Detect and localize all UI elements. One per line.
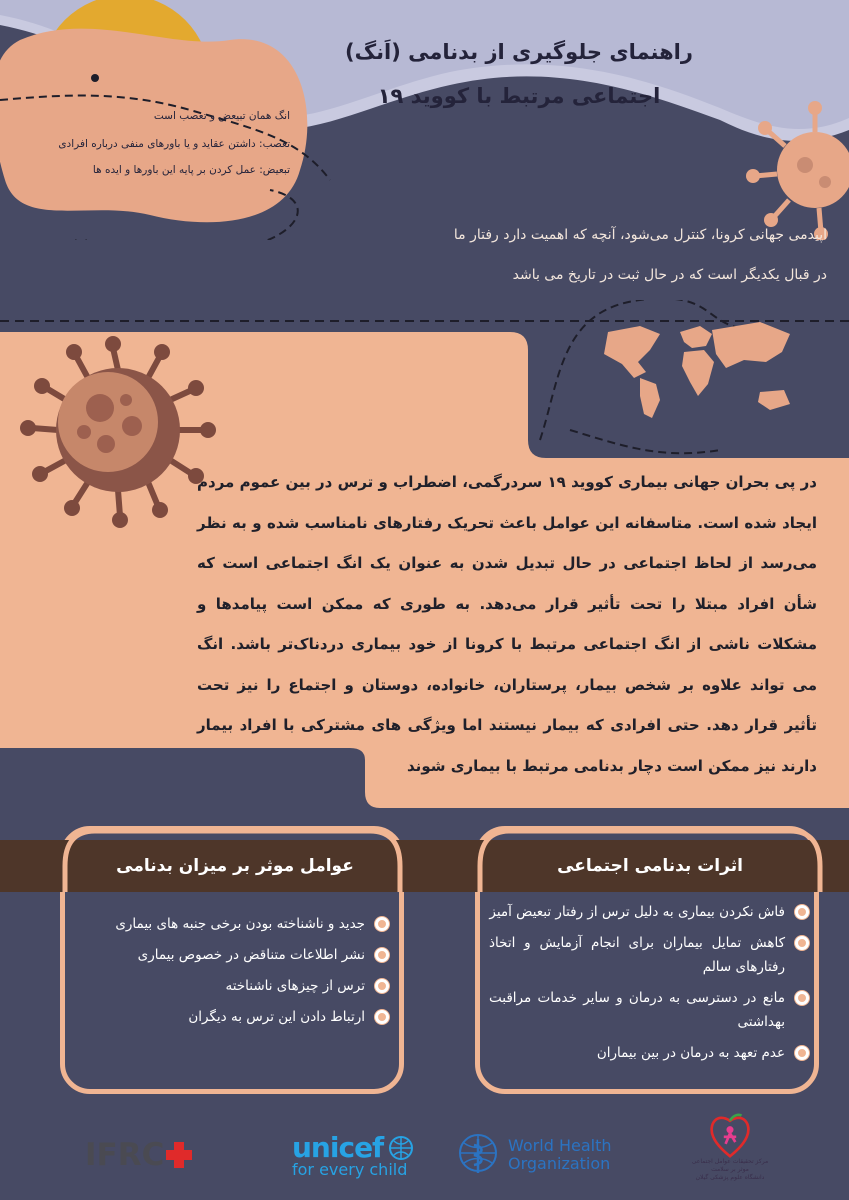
who-logo (452, 1120, 611, 1190)
who-line-1: World Health (508, 1136, 612, 1155)
list-item: ارتباط دادن این ترس به دیگران (69, 1005, 389, 1029)
unicef-logo (292, 1120, 414, 1190)
factors-list (69, 912, 389, 1036)
effects-title: اثرات بدنامی اجتماعی (557, 856, 743, 876)
definition-line-3: تبعیض: عمل کردن بر پایه این باورها و ایده ها (92, 164, 290, 176)
bullet-icon (375, 979, 389, 993)
unicef-globe-icon (388, 1135, 414, 1161)
bullet-icon (795, 936, 809, 950)
list-item: کاهش تمایل بیماران برای انجام آزمایش و اتخاذ رفتارهای سالم (489, 931, 809, 979)
page-title (289, 30, 749, 118)
red-cross-icon (164, 1138, 224, 1172)
list-item: عدم تعهد به درمان در بین بیماران (489, 1041, 809, 1065)
who-emblem-icon (452, 1129, 504, 1181)
definitions-box (0, 98, 300, 218)
title-line-2: اجتماعی مرتبط با کووید ۱۹ (377, 84, 661, 108)
definition-line-2: تعصب: داشتن عقاید و یا باورهای منفی درباره افرادی (58, 138, 290, 150)
list-item: مانع در دسترسی به درمان و سایر خدمات مراقبت بهداشتی (489, 986, 809, 1034)
unicef-name: unicef (292, 1131, 384, 1164)
unicef-tagline: for every child (292, 1160, 408, 1179)
ifrc-text: IFRC (85, 1137, 165, 1173)
ifrc-logo (85, 1120, 224, 1190)
bullet-icon (375, 948, 389, 962)
main-paragraph: در پی بحران جهانی بیماری کووید ۱۹ سردرگمی، اضطراب و ترس در بین عموم مردم ایجاد شده است. متاسفانه این عوامل باعث تحریک رفتارهای نامناسب شده و به نظر می‌رسد از لحاظ اجتماعی در حال تبدیل شدن به عنوان یک انگ اجتماعی است که شأن افراد مبتلا را تحت تأثیر قرار می‌دهد. به طوری که ممکن است پیامدها و مشکلات ناشی از انگ اجتماعی مرتبط با کرونا از خود بیماری دردناک‌تر باشد. انگ می تواند علاوه بر شخص بیمار، پرستاران، خانواده، دوستان و اجتماع را نیز تحت تأثیر قرار دهد. حتی افرادی که بیمار نیستند اما ویژگی های مشترکی با افراد بیمار دارند نیز ممکن است دچار بدنامی مرتبط با بیماری شوند (197, 473, 817, 775)
world-map-icon (604, 322, 790, 418)
intro-line-1: اپیدمی جهانی کرونا، کنترل می‌شود، آنچه که اهمیت دارد رفتار ما (453, 227, 827, 243)
bullet-icon (375, 1010, 389, 1024)
center-line-1: مرکز تحقیقات عوامل اجتماعی موثر بر سلامت (691, 1158, 769, 1173)
bullet-icon (795, 905, 809, 919)
bullet-icon (795, 1046, 809, 1060)
title-line-1: راهنمای جلوگیری از بدنامی (اَنگ) (345, 40, 693, 64)
intro-text (307, 215, 827, 295)
factors-title: عوامل موثر بر میزان بدنامی (116, 856, 354, 876)
center-line-2: دانشگاه علوم پزشکی گیلان (695, 1174, 765, 1181)
list-item: ترس از چیزهای ناشناخته (69, 974, 389, 998)
definition-line-1: انگ همان تبیعض و تعصب است (153, 110, 290, 122)
research-center-logo (690, 1112, 770, 1182)
list-item: جدید و ناشناخته بودن برخی جنبه های بیماری (69, 912, 389, 936)
bullet-icon (375, 917, 389, 931)
effects-list (489, 900, 809, 1072)
who-line-2: Organization (508, 1154, 611, 1173)
list-item: فاش نکردن بیماری به دلیل ترس از رفتار تبعیض آمیز (489, 900, 809, 924)
bullet-icon (795, 991, 809, 1005)
red-crescent-icon (200, 1141, 214, 1169)
center-logo-icon (705, 1112, 755, 1158)
intro-line-2: در قبال یکدیگر است که در حال ثبت در تاریخ می باشد (512, 267, 827, 283)
list-item: نشر اطلاعات متناقض در خصوص بیماری (69, 943, 389, 967)
